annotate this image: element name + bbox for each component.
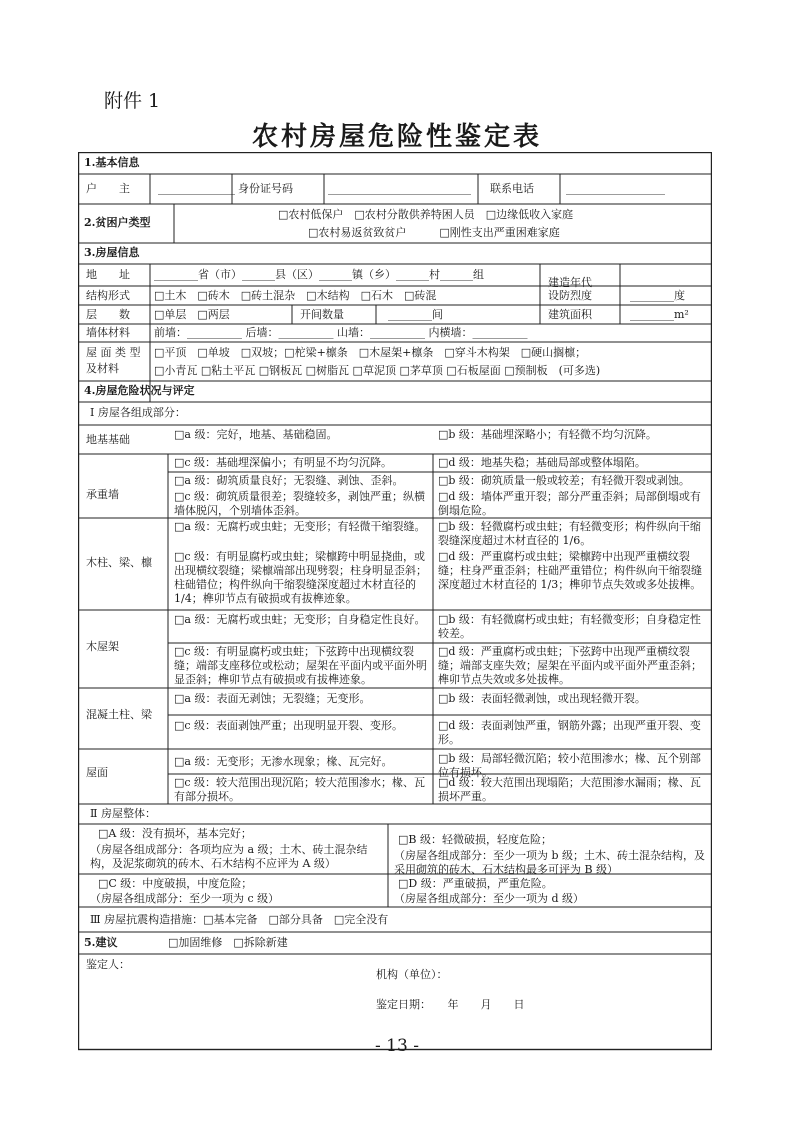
bearing-wall-grade-d[interactable]: □d 级：墙体严重开裂；部分严重歪斜；局部倒塌或有倒塌危险。 xyxy=(438,490,701,517)
roof-grade-b[interactable]: □b 级：局部轻微沉陷；较小范围渗水；椽、瓦个别部位有损坏。 xyxy=(438,752,701,779)
section-advice-heading: 5.建议 xyxy=(84,936,118,949)
area-field[interactable]: ________m² xyxy=(630,308,689,321)
foundation-grade-c[interactable]: □c 级：基础埋深偏小；有明显不均匀沉降。 xyxy=(174,456,393,469)
poverty-type-options-2[interactable]: □农村易返贫致贫户 □刚性支出严重困难家庭 xyxy=(308,226,560,239)
component-name-foundation: 地基基础 xyxy=(86,433,130,446)
component-name-timber-column: 木柱、梁、檩 xyxy=(86,556,152,569)
appraisal-form xyxy=(78,152,712,1052)
id-number-label: 身份证号码 xyxy=(238,182,293,195)
address-field[interactable]: ________省（市）______县（区）______镇（乡）______村______组 xyxy=(154,268,484,281)
build-year-label: 建造年代 xyxy=(548,276,592,289)
component-name-roof: 屋面 xyxy=(86,766,108,779)
attachment-label: 附件 1 xyxy=(104,90,161,112)
structure-options[interactable]: □土木 □砖木 □砖土混杂 □木结构 □石木 □砖混 xyxy=(154,289,437,302)
timber-column-grade-a[interactable]: □a 级：无腐朽或虫蛀；无变形；有轻微干缩裂缝。 xyxy=(174,520,426,533)
timber-truss-grade-b[interactable]: □b 级：有轻微腐朽或虫蛀；有轻微变形；自身稳定性较差。 xyxy=(438,613,701,640)
organization-label: 机构（单位）： xyxy=(376,968,448,981)
overall-grade-A[interactable]: □A 级：没有损坏，基本完好； xyxy=(98,827,252,840)
overall-grade-A-desc: （房屋各组成部分：各项均应为 a 级；土木、砖土混杂结构，及泥浆砌筑的砖木、石木结构不应评为 A 级） xyxy=(90,843,368,870)
component-name-timber-truss: 木屋架 xyxy=(86,640,119,653)
timber-column-grade-c[interactable]: □c 级：有明显腐朽或虫蛀；梁檩跨中明显挠曲，或出现横纹裂缝；梁檩端部出现劈裂；柱身明显歪斜；柱础错位；构件纵向干缩裂缝深度超过木材直径的 1/4；榫卯节点有破损或有拔榫迹象。 xyxy=(174,550,427,605)
form-title: 农村房屋危险性鉴定表 xyxy=(251,122,542,152)
appraisal-date-label: 鉴定日期： 年 月 日 xyxy=(376,998,525,1011)
concrete-column-grade-b[interactable]: □b 级：表面轻微剥蚀，或出现轻微开裂。 xyxy=(438,692,646,705)
appraiser-label: 鉴定人： xyxy=(86,958,130,971)
id-number-field[interactable]: __________________________ xyxy=(328,182,471,195)
timber-column-grade-b[interactable]: □b 级：轻微腐朽或虫蛀；有轻微变形；构件纵向干缩裂缝深度超过木材直径的 1/6。 xyxy=(438,520,701,547)
address-label: 地 址 xyxy=(86,268,130,281)
concrete-column-grade-a[interactable]: □a 级：表面无剥蚀；无裂缝；无变形。 xyxy=(174,692,371,705)
owner-field[interactable]: ______________ xyxy=(158,182,235,195)
overall-heading: Ⅱ 房屋整体： xyxy=(90,807,156,820)
roof-grade-a[interactable]: □a 级：无变形；无渗水现象；椽、瓦完好。 xyxy=(174,755,393,768)
timber-truss-grade-d[interactable]: □d 级：严重腐朽或虫蛀；下弦跨中出现严重横纹裂缝；端部支座失效；屋架在平面内或平面外严重歪斜；榫卯节点失效或多处拔榫。 xyxy=(438,645,702,686)
timber-truss-grade-a[interactable]: □a 级：无腐朽或虫蛀；无变形；自身稳定性良好。 xyxy=(174,613,426,626)
concrete-column-grade-d[interactable]: □d 级：表面剥蚀严重，钢筋外露；出现严重开裂、变形。 xyxy=(438,719,701,746)
concrete-column-grade-c[interactable]: □c 级：表面剥蚀严重；出现明显开裂、变形。 xyxy=(174,719,404,732)
roof-material-options[interactable]: □小青瓦 □粘土平瓦 □钢板瓦 □树脂瓦 □草泥顶 □茅草顶 □石板屋面 □预制板 (可多选) xyxy=(154,364,601,377)
section-hazard-heading: 4.房屋危险状况与评定 xyxy=(84,384,195,397)
roof-material-label: 及材料 xyxy=(86,362,119,375)
foundation-grade-a[interactable]: □a 级：完好，地基、基础稳固。 xyxy=(174,428,338,441)
roof-grade-c[interactable]: □c 级：较大范围出现沉陷；较大范围渗水；椽、瓦有部分损坏。 xyxy=(174,776,426,803)
bearing-wall-grade-b[interactable]: □b 级：砌筑质量一般或较差；有轻微开裂或剥蚀。 xyxy=(438,474,690,487)
page-number: - 13 - xyxy=(375,1036,419,1056)
overall-grade-D-desc: （房屋各组成部分：至少一项为 d 级） xyxy=(394,892,585,905)
seismic-measures-options[interactable]: Ⅲ 房屋抗震构造措施：□基本完备 □部分具备 □完全没有 xyxy=(90,913,389,926)
component-name-concrete-column: 混凝土柱、梁 xyxy=(86,708,152,721)
foundation-grade-d[interactable]: □d 级：地基失稳；基础局部或整体塌陷。 xyxy=(438,456,646,469)
owner-label: 户 主 xyxy=(86,182,130,195)
section-poverty-type-heading: 2.贫困户类型 xyxy=(84,216,151,229)
section-basic-info-heading: 1.基本信息 xyxy=(84,156,140,169)
roof-grade-d[interactable]: □d 级：较大范围出现塌陷；大范围渗水漏雨；椽、瓦损坏严重。 xyxy=(438,776,701,803)
bays-field[interactable]: ________间 xyxy=(388,308,443,321)
bearing-wall-grade-a[interactable]: □a 级：砌筑质量良好；无裂缝、剥蚀、歪斜。 xyxy=(174,474,404,487)
bays-label: 开间数量 xyxy=(300,308,344,321)
section-house-info-heading: 3.房屋信息 xyxy=(84,246,140,259)
structure-label: 结构形式 xyxy=(86,289,130,302)
floors-label: 层 数 xyxy=(86,308,130,321)
overall-grade-C[interactable]: □C 级：中度破损，中度危险； xyxy=(98,877,253,890)
phone-field[interactable]: __________________ xyxy=(566,182,665,195)
floors-options[interactable]: □单层 □两层 xyxy=(154,308,230,321)
component-name-bearing-wall: 承重墙 xyxy=(86,488,119,501)
foundation-grade-b[interactable]: □b 级：基础埋深略小；有轻微不均匀沉降。 xyxy=(438,428,657,441)
components-heading: Ⅰ 房屋各组成部分： xyxy=(90,406,186,419)
overall-grade-B[interactable]: □B 级：轻微破损，轻度危险； xyxy=(398,833,552,846)
timber-truss-grade-c[interactable]: □c 级：有明显腐朽或虫蛀；下弦跨中出现横纹裂缝；端部支座移位或松动；屋架在平面内或平面外明显歪斜；榫卯节点有破损或有拔榫迹象。 xyxy=(174,645,427,686)
advice-options[interactable]: □加固维修 □拆除新建 xyxy=(168,936,288,949)
phone-label: 联系电话 xyxy=(490,182,534,195)
timber-column-grade-d[interactable]: □d 级：严重腐朽或虫蛀；梁檩跨中出现严重横纹裂缝；柱身严重歪斜；柱础严重错位；构件纵向干缩裂缝深度超过木材直径的 1/3；榫卯节点失效或多处拔榫。 xyxy=(438,550,702,591)
roof-type-label: 屋 面 类 型 xyxy=(86,346,141,359)
wall-material-fields[interactable]: 前墙：__________ 后墙：__________ 山墙：__________ 内横墙：__________ xyxy=(154,326,528,339)
overall-grade-D[interactable]: □D 级：严重破损，严重危险。 xyxy=(398,877,553,890)
overall-grade-B-desc: （房屋各组成部分：至少一项为 b 级；土木、砖土混杂结构，及采用砌筑的砖木、石木结构最多可评为 B 级） xyxy=(394,849,706,876)
roof-type-options[interactable]: □平顶 □单坡 □双坡；□柁梁+檩条 □木屋架+檩条 □穿斗木构架 □硬山搁檩； xyxy=(154,346,587,359)
wall-material-label: 墙体材料 xyxy=(86,326,130,339)
fortification-label: 设防烈度 xyxy=(548,289,592,302)
area-label: 建筑面积 xyxy=(548,308,592,321)
poverty-type-options-1[interactable]: □农村低保户 □农村分散供养特困人员 □边缘低收入家庭 xyxy=(278,208,574,221)
bearing-wall-grade-c[interactable]: □c 级：砌筑质量很差；裂缝较多，剥蚀严重；纵横墙体脱闪，个别墙体歪斜。 xyxy=(174,490,426,517)
fortification-field[interactable]: ________度 xyxy=(630,289,685,302)
overall-grade-C-desc: （房屋各组成部分：至少一项为 c 级） xyxy=(90,892,280,905)
